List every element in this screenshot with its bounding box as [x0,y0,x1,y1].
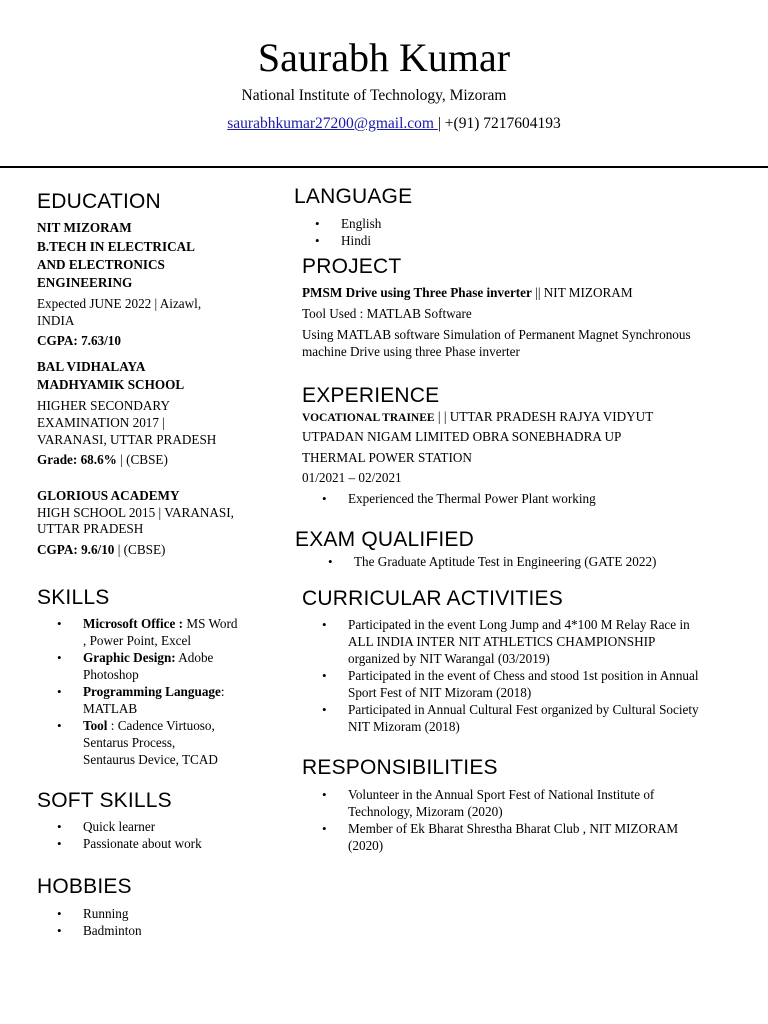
project-desc: Using MATLAB software Simulation of Permanent Magnet Synchronous [302,327,691,342]
responsibilities-heading: RESPONSIBILITIES [302,756,498,779]
soft-skills-list [83,818,273,852]
edu-bal-grade: Grade: 68.6% [37,452,117,467]
edu-nit-detail: INDIA [37,313,75,328]
edu-glorious-grade-line [37,541,165,558]
project-title-line [302,284,633,301]
contact-line [0,114,768,134]
experience-role-line [302,408,653,427]
edu-nit-degree: AND ELECTRONICS [37,257,165,272]
hobbies-heading: HOBBIES [37,875,132,898]
experience-org: THERMAL POWER STATION [302,450,472,465]
list-item: • Participated in Annual Cultural Fest organized by Cultural Society NIT Mizoram (2018) [348,701,758,735]
list-item: • Quick learner [83,818,273,835]
project-title: PMSM Drive using Three Phase inverter [302,285,532,300]
edu-nit-school: NIT MIZORAM [37,220,132,235]
edu-nit-grade: CGPA: 7.63/10 [37,333,121,348]
curricular-list [348,616,758,735]
edu-nit-detail: Expected JUNE 2022 | Aizawl, [37,296,202,311]
exam-list [354,553,754,570]
edu-bal-detail: HIGHER SECONDARY [37,398,170,413]
hobbies-list [83,905,273,939]
list-item: • Badminton [83,922,273,939]
skills-list [83,615,273,768]
project-heading: PROJECT [302,255,402,278]
exam-heading: EXAM QUALIFIED [295,528,475,551]
list-item: • Running [83,905,273,922]
experience-org: UTPADAN NIGAM LIMITED OBRA SONEBHADRA UP [302,429,622,444]
edu-glorious-board: | (CBSE) [114,542,166,557]
curricular-heading: CURRICULAR ACTIVITIES [302,587,563,610]
experience-list [348,490,748,507]
skills-heading: SKILLS [37,586,110,609]
list-item: • Member of Ek Bharat Shrestha Bharat Club , NIT MIZORAM (2020) [348,820,758,854]
project-desc: machine Drive using three Phase inverter [302,344,520,359]
experience-role: VOCATIONAL TRAINEE [302,412,435,424]
experience-org: | | UTTAR PRADESH RAJYA VIDYUT [434,409,654,424]
edu-glorious-grade: CGPA: 9.6/10 [37,542,115,557]
edu-glorious-detail: UTTAR PRADESH [37,521,144,536]
candidate-name: Saurabh Kumar [257,35,511,80]
project-org: || NIT MIZORAM [531,285,633,300]
list-item: • Programming Language: MATLAB [83,683,273,717]
project-tool: Tool Used : MATLAB Software [302,306,472,321]
list-item: • Microsoft Office : MS Word , Power Point, Excel [83,615,273,649]
experience-dates: 01/2021 – 02/2021 [302,470,402,485]
list-item: • Graphic Design: Adobe Photoshop [83,649,273,683]
edu-bal-school: MADHYAMIK SCHOOL [37,377,185,392]
list-item: • English [341,215,641,232]
header-divider [0,166,768,168]
language-list [341,215,641,249]
list-item: • Participated in the event Long Jump and 4*100 M Relay Race in ALL INDIA INTER NIT ATHLETICS CHAMPIONSHIP organized by NIT Warangal (03/2019) [348,616,758,667]
edu-bal-detail: VARANASI, UTTAR PRADESH [37,432,217,447]
list-item: • Hindi [341,232,641,249]
list-item: • Participated in the event of Chess and stood 1st position in Annual Sport Fest of NIT Mizoram (2018) [348,667,758,701]
experience-heading: EXPERIENCE [302,384,440,407]
soft-skills-heading: SOFT SKILLS [37,789,172,812]
language-heading: LANGUAGE [294,185,413,208]
phone-number: | +(91) 7217604193 [437,115,561,132]
edu-bal-school: BAL VIDHALAYA [37,359,146,374]
list-item: • Volunteer in the Annual Sport Fest of National Institute of Technology, Mizoram (2020) [348,786,758,820]
list-item: • Tool : Cadence Virtuoso, Sentarus Process, Sentaurus Device, TCAD [83,717,273,768]
edu-nit-degree: ENGINEERING [37,275,133,290]
responsibilities-list [348,786,758,854]
edu-glorious-school: GLORIOUS ACADEMY [37,488,180,503]
institute-name: National Institute of Technology, Mizoram [241,87,507,104]
education-heading: EDUCATION [37,190,161,213]
edu-bal-grade-line [37,451,168,468]
list-item: • The Graduate Aptitude Test in Engineering (GATE 2022) [354,553,754,570]
list-item: • Passionate about work [83,835,273,852]
edu-bal-detail: EXAMINATION 2017 | [37,415,165,430]
list-item: • Experienced the Thermal Power Plant working [348,490,748,507]
email-link[interactable]: saurabhkumar27200@gmail.com [227,115,438,132]
edu-glorious-detail: HIGH SCHOOL 2015 | VARANASI, [37,505,234,520]
edu-nit-degree: B.TECH IN ELECTRICAL [37,239,195,254]
edu-bal-board: | (CBSE) [116,452,168,467]
